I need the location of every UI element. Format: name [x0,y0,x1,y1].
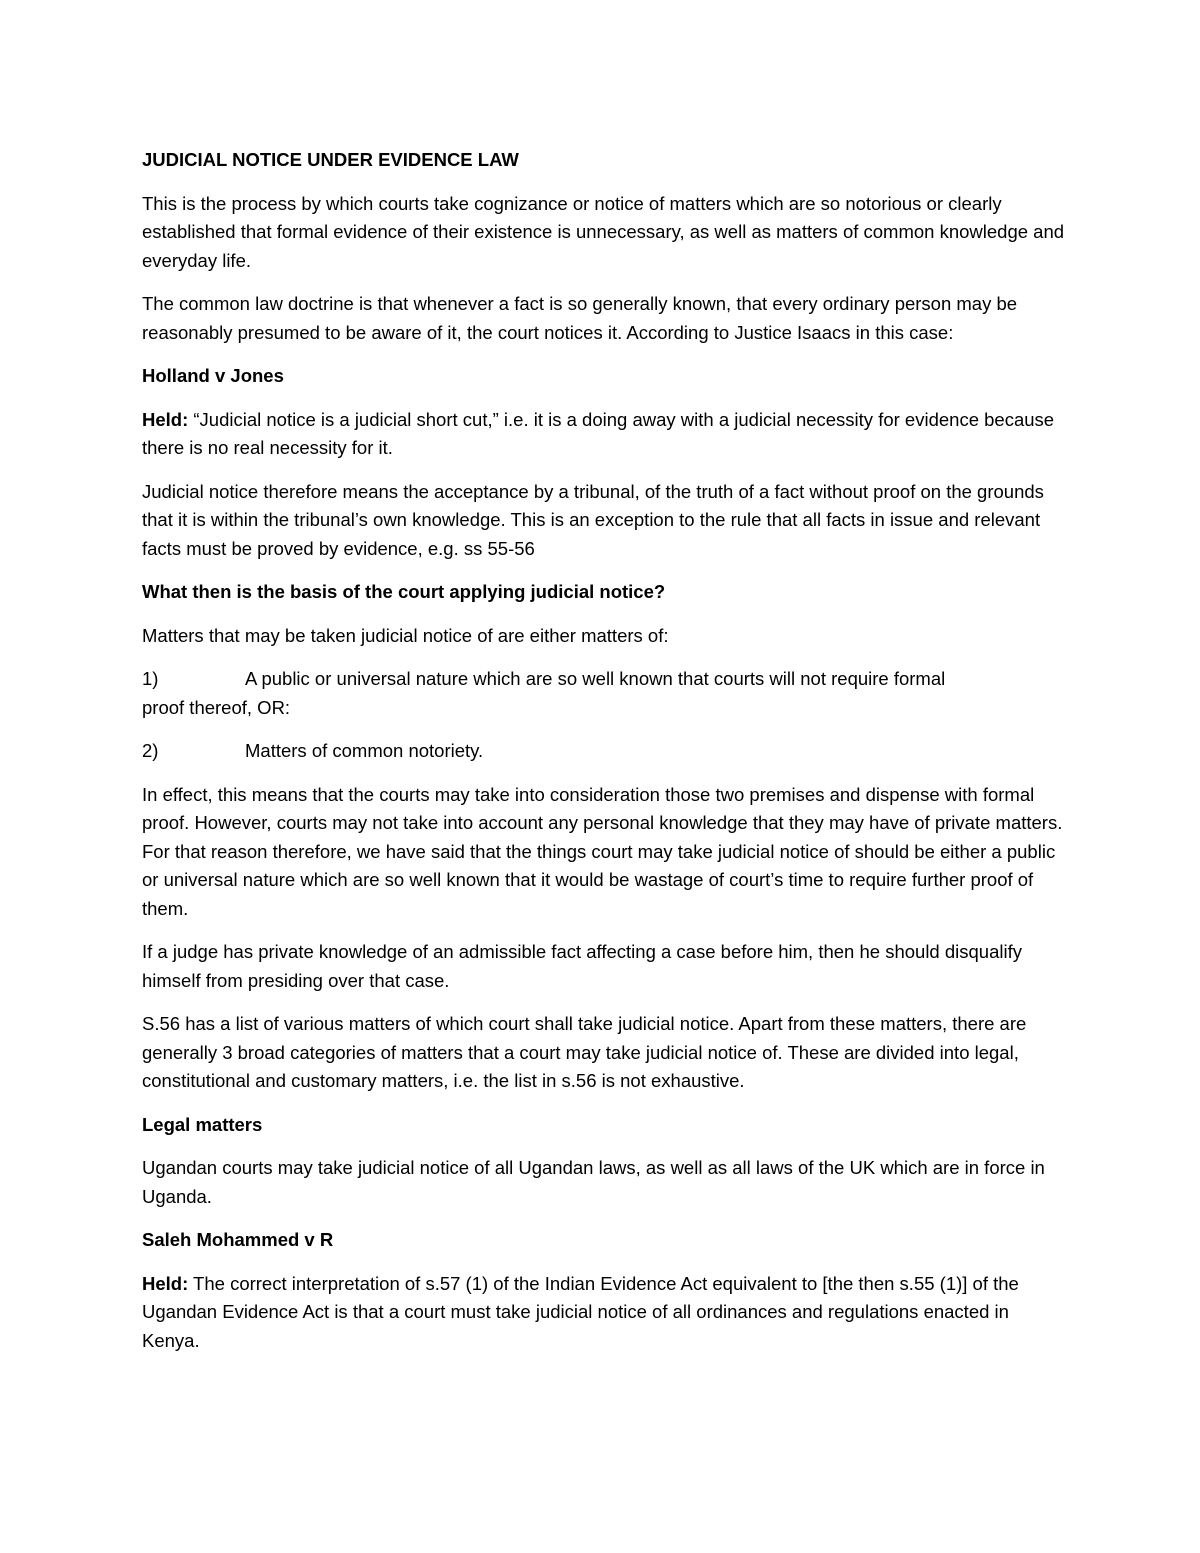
paragraph-s56: S.56 has a list of various matters of which court shall take judicial notice. Apart from these matters, there are generally 3 broad categories of matters that a court may take judicial notice of. These are divided into legal, constitutional and customary matters, i.e. the list in s.56 is not exhaustive. [142,1013,1027,1091]
question-heading: What then is the basis of the court applying judicial notice? [142,581,666,602]
list-number: 2) [142,740,159,761]
document-page [142,146,1067,1370]
list-item [142,665,1067,722]
heading-legal-matters: Legal matters [142,1113,263,1135]
paragraph-ugandan-laws: Ugandan courts may take judicial notice of all Ugandan laws, as well as all laws of the UK which are in force in Uganda. [142,1157,1045,1207]
paragraph-matters: Matters that may be taken judicial notice of are either matters of: [142,624,669,646]
paragraph-meaning: Judicial notice therefore means the acceptance by a tribunal, of the truth of a fact without proof on the grounds that it is within the tribunal’s own knowledge. This is an exception to the rule that all facts in issue and relevant facts must be proved by evidence, e.g. ss 55-56 [142,480,1044,559]
list-item [142,737,1067,766]
case-heading-saleh: Saleh Mohammed v R [142,1229,334,1250]
list-text-line1: A public or universal nature which are so well known that courts will not require formal [245,668,946,689]
paragraph-effect: In effect, this means that the courts may take into consideration those two premises and dispense with formal proof. However, courts may not take into account any personal knowledge that they may have of private matters. For that reason therefore, we have said that the things court may take judicial notice of should be either a public or universal nature which are so well known that it would be wastage of court’s time to require further proof of them. [142,783,1063,919]
held-label: Held: [142,1272,189,1294]
document-title: JUDICIAL NOTICE UNDER EVIDENCE LAW [142,149,519,170]
held-saleh [142,1270,1067,1356]
list-number: 1) [142,668,159,689]
case-heading-holland: Holland v Jones [142,365,284,386]
held-text: The correct interpretation of s.57 (1) of the Indian Evidence Act equivalent to [the then s.55 (1)] of the Ugandan Evidence Act is that a court must take judicial notice of all ordinances and regulations enacted in Kenya. [142,1272,1019,1351]
paragraph-definition: This is the process by which courts take cognizance or notice of matters which are so notorious or clearly established that formal evidence of their existence is unnecessary, as well as matters of common knowledge and everyday life. [142,192,1065,271]
paragraph-common-law: The common law doctrine is that whenever a fact is so generally known, that every ordinary person may be reasonably presumed to be aware of it, the court notices it. According to Justice Isaacs in this case: [142,293,1018,343]
held-label: Held: [142,408,189,430]
held-text: “Judicial notice is a judicial short cut,” i.e. it is a doing away with a judicial necessity for evidence because there is no real necessity for it. [142,408,1055,458]
list-text-line2: proof thereof, OR: [142,696,291,718]
list-text-line1: Matters of common notoriety. [245,740,484,761]
held-holland [142,406,1067,463]
paragraph-private-knowledge: If a judge has private knowledge of an admissible fact affecting a case before him, then he should disqualify himself from presiding over that case. [142,941,1022,991]
